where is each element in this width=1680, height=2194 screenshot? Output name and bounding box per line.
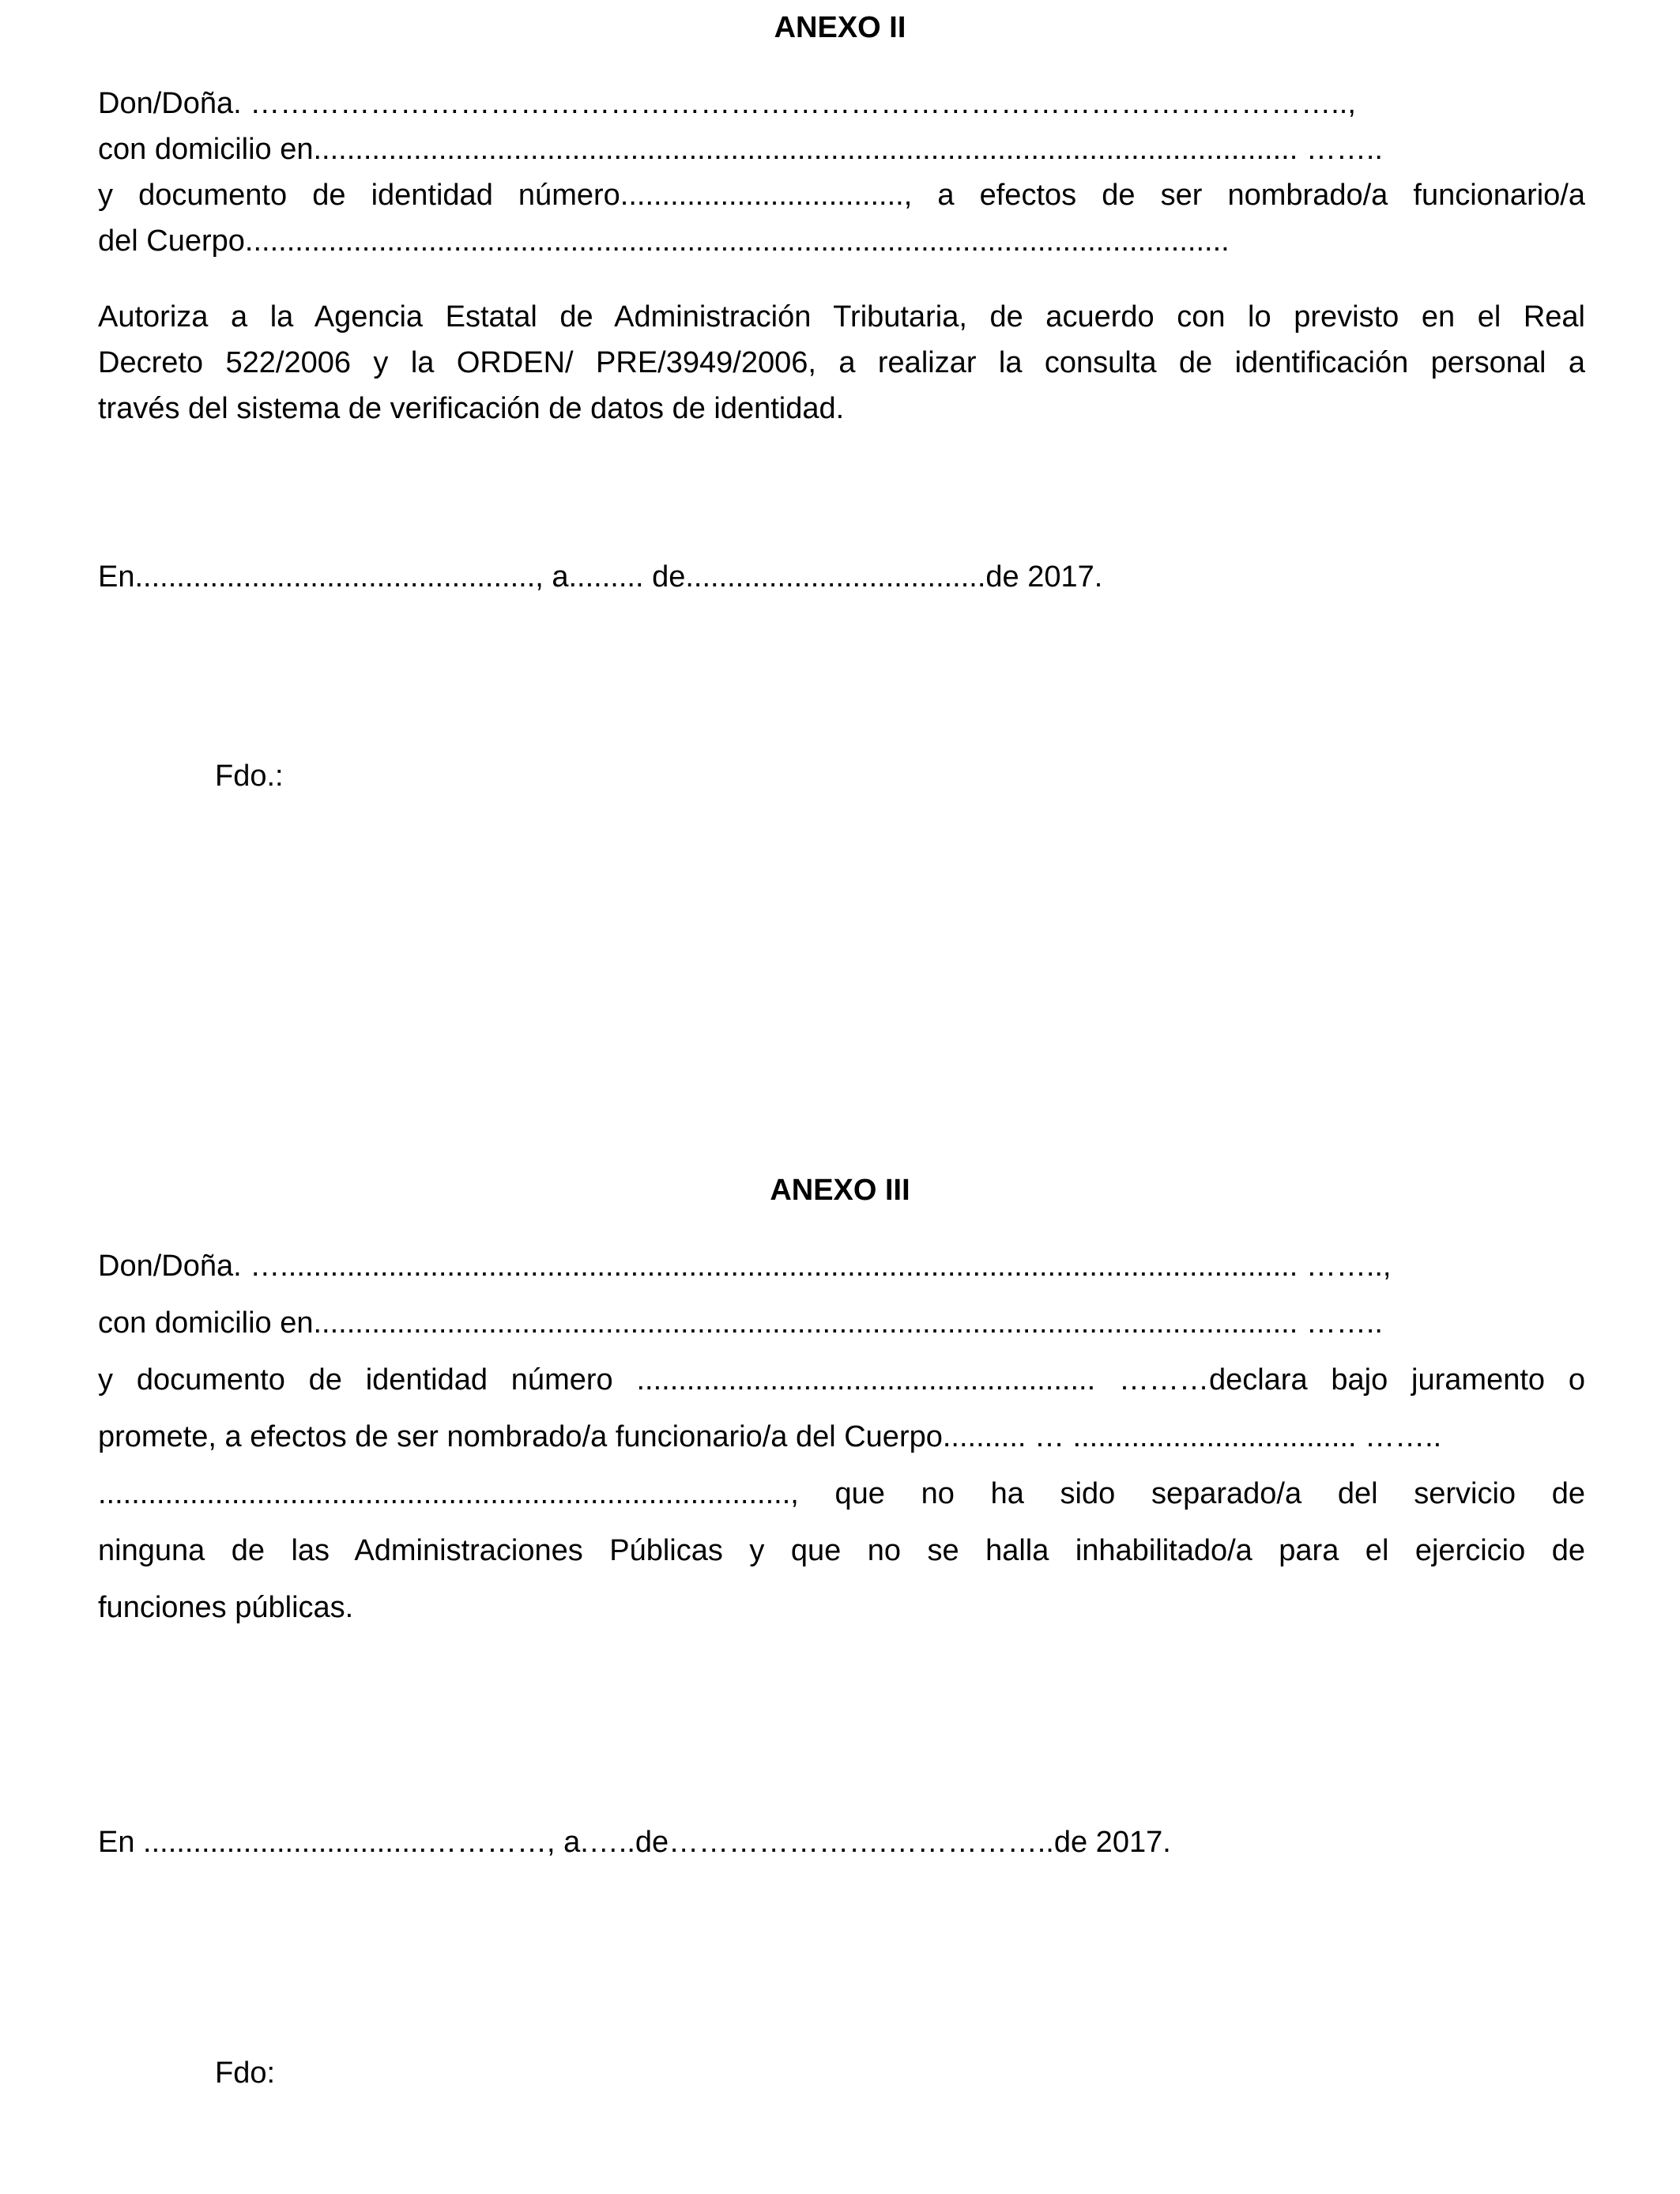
declaration-line: ninguna de las Administraciones Públicas y que no se halla inhabilitado/a para el ejercicio de xyxy=(98,1534,1585,1567)
annex-ii-declarant-fields xyxy=(98,81,1585,264)
name-field-line: Don/Doña. ….......................................................................................................................... …….., xyxy=(98,1250,1392,1283)
corps-field-line: del Cuerpo...................................................................................................................... xyxy=(98,224,1230,258)
annex-ii-authorization-paragraph xyxy=(98,294,1585,432)
annex-iii-declaration xyxy=(98,1238,1585,1636)
paragraph-line: Decreto 522/2006 y la ORDEN/ PRE/3949/2006, a realizar la consulta de identificación personal a xyxy=(98,346,1585,379)
id-number-field-line: y documento de identidad número ....................................................... ………declara bajo juramento o xyxy=(98,1363,1585,1397)
annex-iii-signature: Fdo: xyxy=(215,2056,276,2090)
id-number-field-line: y documento de identidad número.................................., a efectos de ser nombrado/a funcionario/a xyxy=(98,179,1585,212)
paragraph-line: través del sistema de verificación de datos de identidad. xyxy=(98,392,845,425)
declaration-line: ..................................................................................., que no ha sido separado/a del servicio de xyxy=(98,1477,1585,1510)
domicile-field-line: con domicilio en...................................................................................................................... …….. xyxy=(98,1306,1383,1340)
name-field-line: Don/Doña. ……………………………………………………………………………………………….., xyxy=(98,87,1356,120)
declaration-line: funciones públicas. xyxy=(98,1591,354,1624)
domicile-field-line: con domicilio en...................................................................................................................... …….. xyxy=(98,133,1383,166)
paragraph-line: Autoriza a la Agencia Estatal de Administración Tributaria, de acuerdo con lo previsto en el Real xyxy=(98,300,1585,334)
annex-ii-place-date: En................................................, a......... de....................................de 2017. xyxy=(98,560,1103,594)
annex-ii-title: ANEXO II xyxy=(774,11,906,44)
annex-iii-title: ANEXO III xyxy=(770,1174,910,1207)
corps-field-line: promete, a efectos de ser nombrado/a funcionario/a del Cuerpo.......... … .................................. …….. xyxy=(98,1420,1442,1453)
annex-ii-signature: Fdo.: xyxy=(215,760,284,793)
annex-iii-place-date: En ..................................…………, a.…..de………………….……………..de 2017. xyxy=(98,1826,1171,1859)
